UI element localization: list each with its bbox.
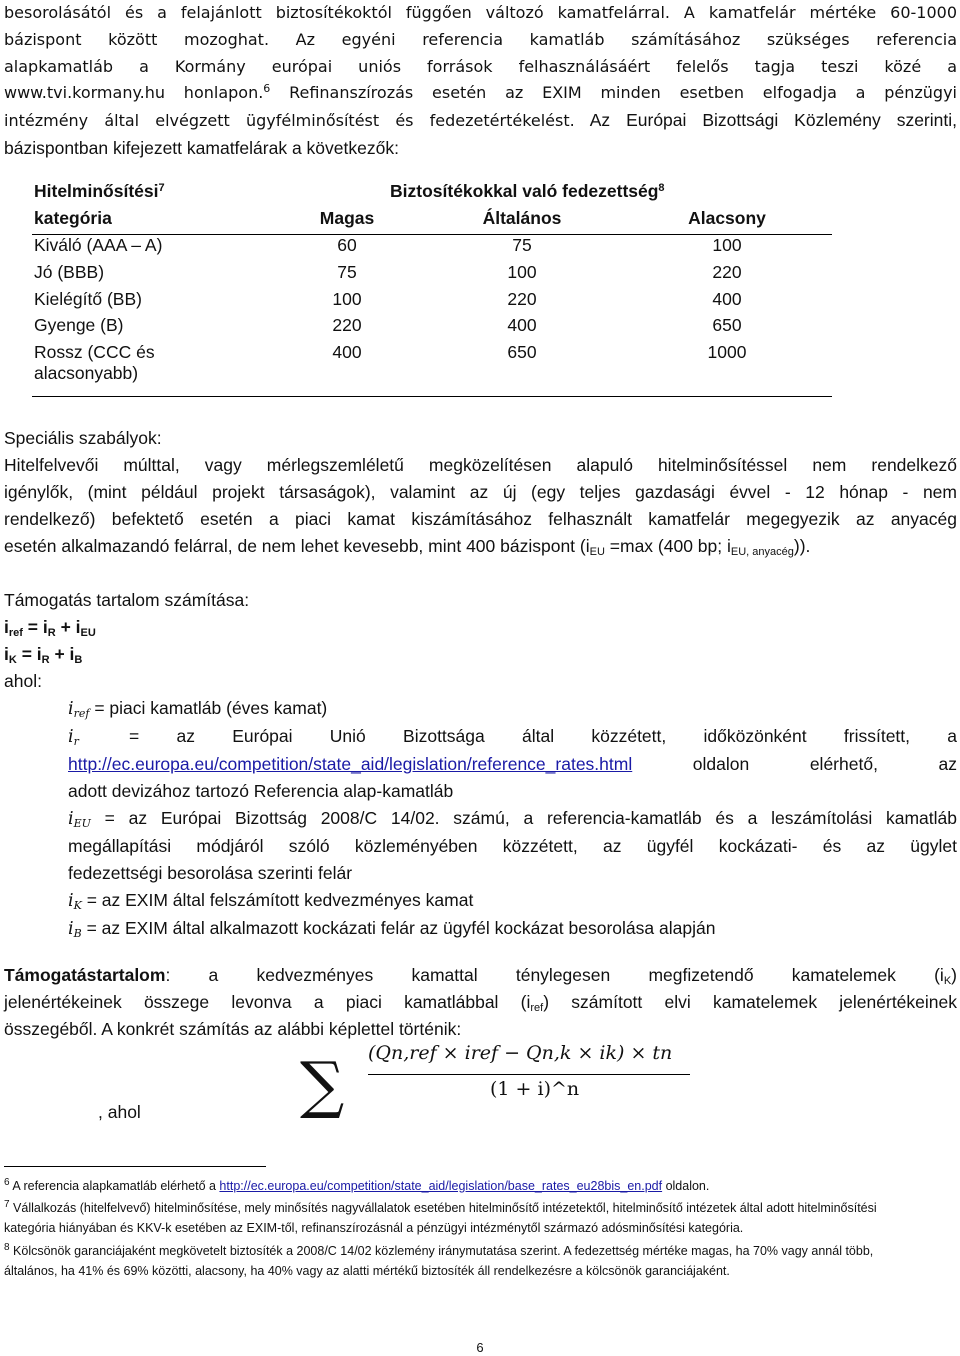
text-line: Támogatástartalom: a kedvezményes kamattal ténylegesen megfizetendő kamatelemek $(i_K)$ [4,965,957,987]
footnote-6: $^6$ A referencia alapkamatláb elérhető a http://ec.europa.eu/competition/state_aid/legislation/base_rates_eu28bis_en.pdf oldalon. [4,1177,710,1193]
footnote-8: $^8$ Kölcsönök garanciájaként megkövetelt biztosíték a 2008/C 14/02 közlemény iránymutatása szerint. A fedezettség mértéke magas, ha 70% vagy annál több, általános, ha 41% és 69% közötti, alacsony, ha 40% vagy az alatti mértékű biztosíték áll rendelkezésre a kölcsönök garanciájaként. [4,1242,874,1278]
table-cell-category: Jó (BBB) [34,262,105,283]
sum-symbol: ∑ [300,1048,345,1121]
table-header-category: Hitelminősítési$^7$ [34,181,165,201]
footnote-divider [4,1166,266,1167]
formula-numerator: (Qn,ref × iref − Qn,k × ik) × tn [368,1042,673,1064]
table-header-row [32,208,832,235]
definition-ib: $i_B$ = az EXIM által alkalmazott kockázati felár az ügyfél kockázat besorolása alapján [68,918,716,940]
text-line: Hitelfelvevői múlttal, vagy mérlegszemléletű megközelítésen alapuló hitelminősítéssel nem rendelkező [4,455,957,475]
table-cell: 220 [332,315,362,336]
special-rules-section [4,425,957,560]
text-line: esetén alkalmazandó felárral, de nem lehet kevesebb, mint 400 bázispont ($i_{EU} =\max$ (400 bp; $i_{EU, anyacég}$)). [4,536,811,558]
section-title: Speciális szabályok: [4,428,162,448]
text-line: jelenértékeinek összege levonva a piaci kamatlábbal $(i_{ref})$ számított elvi kamatelemek jelenértékeinek [4,992,958,1014]
table-cell: 650 [712,315,742,336]
intro-paragraph [4,0,957,162]
intro-line: bázispontban kifejezett kamatfelárak a következők: [4,137,399,158]
table-cell: 100 [712,235,742,256]
intro-line: intézmény által elvégzett ügyfélminősítést és fedezetértékelést. Az Európai Bizottsági Közlemény szerinti, [4,110,957,131]
table-cell: 100 [332,288,362,309]
table-cell-category: Rossz (CCC és alacsonyabb) [32,342,272,397]
table-cell: 60 [337,235,357,256]
table-cell: 75 [512,235,532,256]
table-cell-category: Gyenge (B) [34,315,124,336]
support-calc-section [4,587,957,695]
table-header-col: Magas [272,208,422,235]
text-line: igénylők, (mint például projekt társaságok), valamint az új (egy teljes gazdasági évvel - 12 hónap - nem [4,482,957,502]
intro-line: besorolásától és a felajánlott biztosítékoktól függően változó kamatfelárral. A kamatfelár mértéke 60-1000 [4,3,957,22]
table-cell: 400 [712,288,742,309]
table-cell: 75 [337,262,357,283]
formula-iref: $i_{ref} = i_R + i_{EU}$ [4,617,96,639]
definition-ieu-line3: fedezettségi besorolása szerinti felár [68,863,353,883]
margin-table [32,181,832,397]
page-number: 6 [476,1340,484,1355]
table-row [32,235,832,262]
footnote-7: $^7$ Vállalkozás (hitelfelvevő) hitelminősítése, mely minősítés nagyvállalatok esetében hitelminősítő intézetektől, hitelminősítő intézetek által adott hitelminősítési kategória hiányában és KKV-k esetében az EXIM-től, refinanszírozásnál a pénzügyi intézménytől származó adósminősítési kategória. [4,1199,877,1235]
table-header-category-2: kategória [32,208,272,235]
table-cell: 400 [272,342,422,397]
definition-ik: $i_K$ = az EXIM által felszámított kedvezményes kamat [68,890,474,912]
definition-ir: $i_r$ = az Európai Unió Bizottsága által közzétett, időközönként frissített, a [68,726,957,748]
table-row [32,262,832,289]
table-cell: 220 [712,262,742,283]
definition-ieu: $i_{EU}$ = az Európai Bizottság 2008/C 14/02. számú, a referencia-kamatláb és a leszámítolási kamatláb [68,808,957,830]
formula-denominator: (1 + i)^n [490,1078,580,1100]
table-header-row [32,181,832,208]
fraction-bar [368,1074,690,1075]
where-label: ahol: [4,671,42,691]
footnote-ref-6[interactable]: 6 [263,82,271,96]
formula-where: , ahol [98,1102,141,1122]
table-cell: 1000 [622,342,832,397]
table-cell: 400 [507,315,537,336]
definition-ir-line3: adott devizához tartozó Referencia alap-kamatláb [68,781,454,801]
table-header-col: Általános [422,208,622,235]
table-row [32,342,832,397]
text-line: összegéből. A konkrét számítás az alábbi képlettel történik: [4,1019,462,1039]
table-cell: 650 [422,342,622,397]
footnote-ref-8[interactable]: 8 [658,182,665,194]
reference-rates-link[interactable]: http://ec.europa.eu/competition/state_aid/legislation/reference_rates.html [68,754,633,774]
support-content-section [4,962,957,1043]
table-cell-category: Kielégítő (BB) [34,288,142,309]
intro-line: alapkamatláb a Kormány európai uniós források felhasználásáért felelős tagja teszi közé a [4,56,957,76]
table-row [32,289,832,316]
footnote-ref-7[interactable]: 7 [158,182,165,194]
intro-line: www.tvi.kormany.hu honlapon.$^6$ Refinanszírozás esetén az EXIM minden esetben elfogadja a pénzügyi [4,82,957,103]
text-line: rendelkező) befektető esetén a piaci kamat kiszámításához felhasznált kamatfelár megegyezik az anyacég [4,509,957,529]
definitions-list [68,695,957,943]
table-header-col: Alacsony [622,208,832,235]
base-rates-link[interactable]: http://ec.europa.eu/competition/state_aid/legislation/base_rates_eu28bis_en.pdf [219,1179,663,1193]
intro-line: bázispont között mozoghat. Az egyéni referencia kamatláb számításához szükséges referencia [4,29,957,49]
definition-ir-line2: http://ec.europa.eu/competition/state_aid/legislation/reference_rates.html oldalon elérhető, az [68,754,957,774]
definition-iref: $i_{ref}$ = piaci kamatláb (éves kamat) [68,698,328,720]
table-cell: 220 [507,288,537,309]
table-row [32,315,832,342]
definition-ieu-line2: megállapítási módjáról szóló közleményében közzétett, az ügyfél kockázati- és az ügylet [68,836,957,856]
present-value-formula [300,1042,720,1122]
table-header-collateral: Biztosítékokkal való fedezettség$^8$ [390,181,665,201]
table-cell: 100 [507,262,537,283]
formula-ik: $i_K = i_R + i_B$ [4,644,83,666]
table-cell-category: Kiváló (AAA – A) [34,235,163,256]
section-title: Támogatás tartalom számítása: [4,590,250,610]
